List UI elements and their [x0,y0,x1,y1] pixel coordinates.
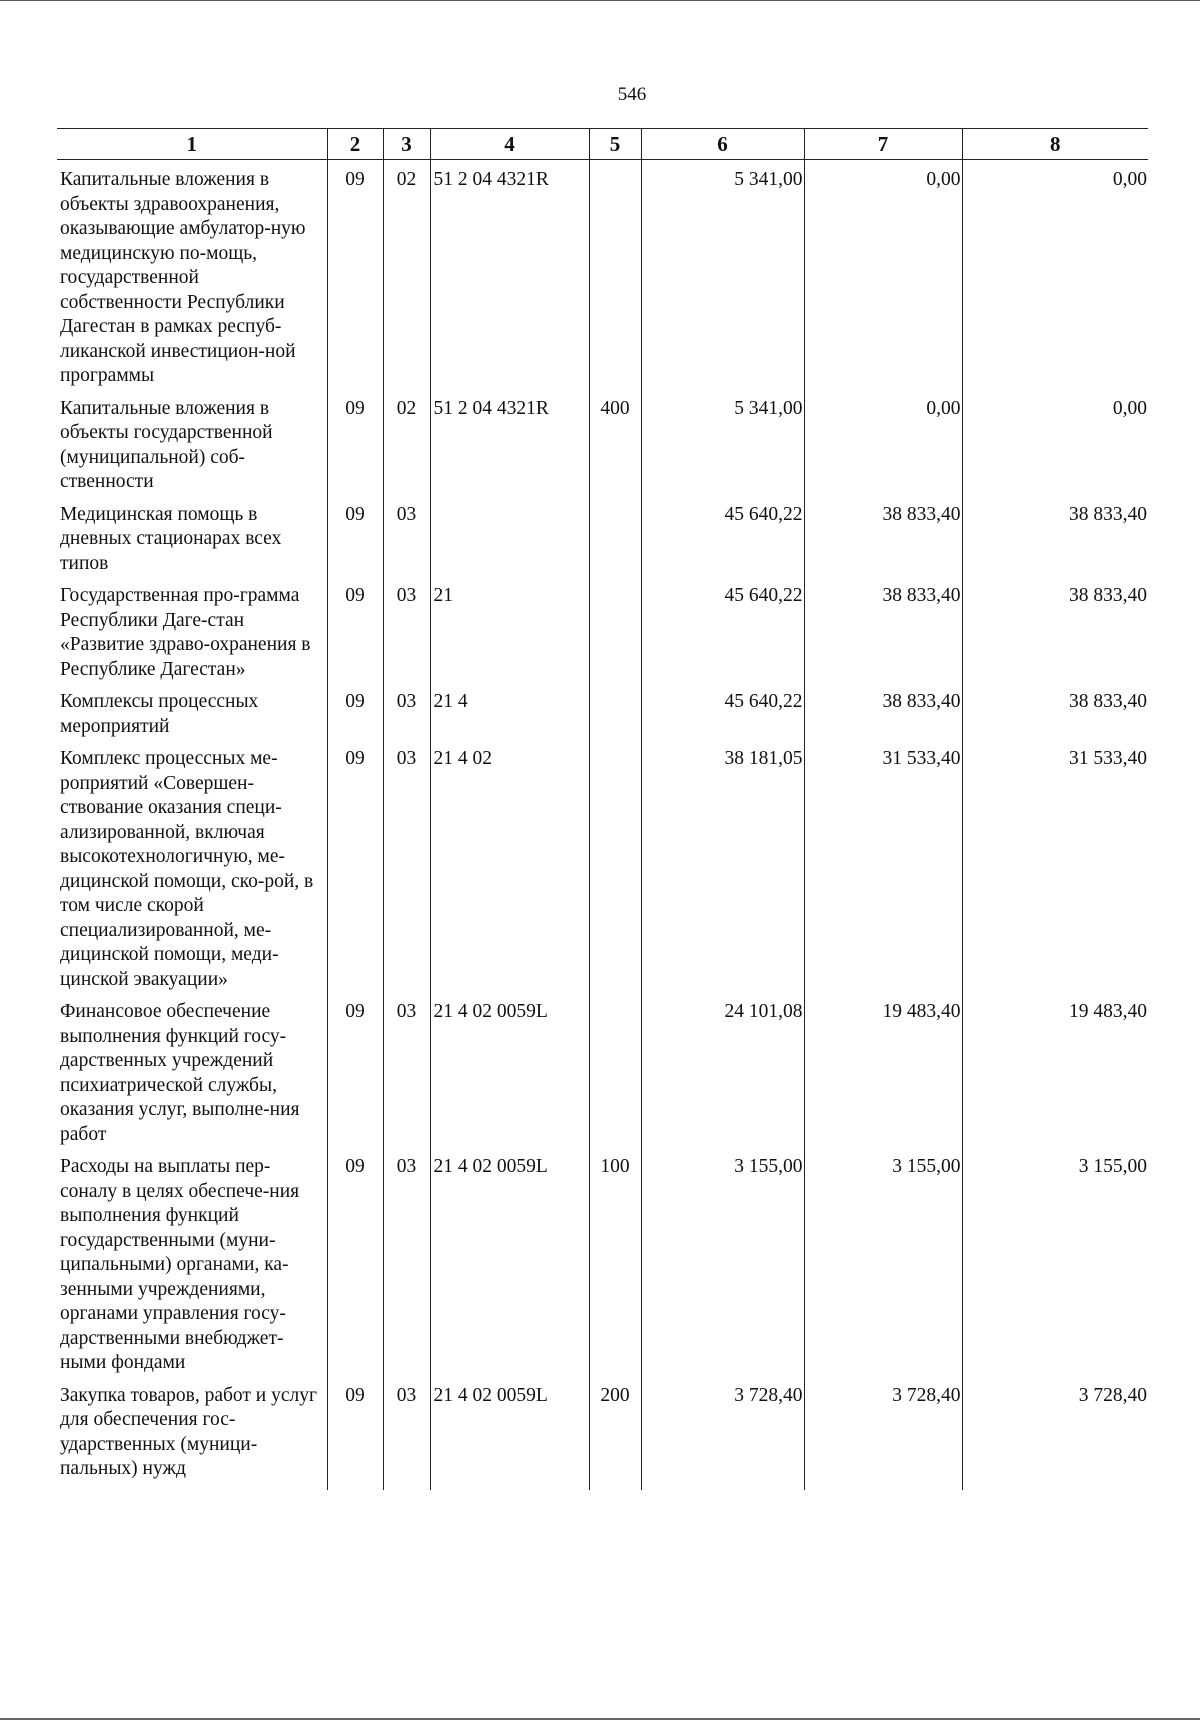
row-subsection: 03 [383,682,430,739]
header-row [57,129,1148,160]
page-number: 546 [617,84,647,105]
row-amount-col7: 31 533,40 [804,739,962,992]
row-subsection: 03 [383,1376,430,1490]
table-row [57,160,1148,389]
row-target-code: 21 4 02 [430,739,589,992]
row-expense-type [589,992,641,1147]
row-section: 09 [327,992,383,1147]
table-row [57,1376,1148,1490]
table-row [57,389,1148,495]
row-section: 09 [327,739,383,992]
row-expense-type [589,160,641,389]
row-target-code: 21 4 [430,682,589,739]
row-expense-type: 400 [589,389,641,495]
row-target-code: 21 [430,576,589,682]
row-section: 09 [327,1376,383,1490]
row-expense-type [589,576,641,682]
row-section: 09 [327,1147,383,1376]
table-row [57,739,1148,992]
row-target-code: 51 2 04 4321R [430,160,589,389]
row-subsection: 03 [383,739,430,992]
row-amount-col6: 45 640,22 [641,682,804,739]
header-col-3: 3 [383,129,430,160]
header-col-7: 7 [804,129,962,160]
row-target-code [430,495,589,577]
row-amount-col6: 5 341,00 [641,389,804,495]
row-name: Государственная про-грамма Республики Даге-стан «Развитие здраво-охранения в Республике Дагестан» [60,585,311,680]
header-col-4: 4 [430,129,589,160]
row-amount-col8: 0,00 [962,389,1148,495]
row-subsection: 03 [383,576,430,682]
row-amount-col8: 38 833,40 [962,495,1148,577]
row-section: 09 [327,389,383,495]
header-col-2: 2 [327,129,383,160]
row-section: 09 [327,495,383,577]
row-name: Расходы на выплаты пер-соналу в целях обеспече-ния выполнения функций государственными (муни-ципальными) органами, ка-зенными учреждениями, органами управления госу-дарственными внебюджет-ными фондами [60,1156,300,1373]
row-subsection: 02 [383,160,430,389]
header-col-8: 8 [962,129,1148,160]
row-name: Закупка товаров, работ и услуг для обеспечения гос-ударственных (муници-пальных) нужд [60,1384,318,1479]
row-amount-col6: 45 640,22 [641,495,804,577]
row-amount-col7: 19 483,40 [804,992,962,1147]
row-amount-col8: 38 833,40 [962,682,1148,739]
row-amount-col7: 38 833,40 [804,576,962,682]
row-amount-col6: 45 640,22 [641,576,804,682]
row-amount-col8: 3 728,40 [962,1376,1148,1490]
budget-table [57,128,1148,1490]
row-target-code: 51 2 04 4321R [430,389,589,495]
row-amount-col6: 38 181,05 [641,739,804,992]
page-bottom-edge [0,1718,1200,1720]
row-amount-col8: 38 833,40 [962,576,1148,682]
row-amount-col6: 24 101,08 [641,992,804,1147]
row-section: 09 [327,682,383,739]
row-subsection: 02 [383,389,430,495]
table-row [57,495,1148,577]
row-amount-col7: 3 155,00 [804,1147,962,1376]
row-amount-col7: 3 728,40 [804,1376,962,1490]
row-subsection: 03 [383,1147,430,1376]
row-name: Финансовое обеспечение выполнения функций госу-дарственных учреждений психиатрической службы, оказания услуг, выполне-ния работ [60,1001,300,1145]
table-row [57,992,1148,1147]
header-col-1: 1 [57,129,327,160]
table-row [57,576,1148,682]
row-name: Медицинская помощь в дневных стационарах всех типов [60,503,282,574]
row-amount-col8: 3 155,00 [962,1147,1148,1376]
row-amount-col6: 3 728,40 [641,1376,804,1490]
row-amount-col7: 38 833,40 [804,682,962,739]
row-expense-type: 200 [589,1376,641,1490]
table-row [57,682,1148,739]
row-name: Комплексы процессных мероприятий [60,691,259,737]
row-target-code: 21 4 02 0059L [430,992,589,1147]
row-amount-col8: 19 483,40 [962,992,1148,1147]
header-col-5: 5 [589,129,641,160]
row-section: 09 [327,160,383,389]
row-amount-col7: 38 833,40 [804,495,962,577]
row-name: Капитальные вложения в объекты здравоохранения, оказывающие амбулатор-ную медицинскую по-мощь, государственной собственности Республики Дагестан в рамках респуб-ликанской инвестицион-ной программы [60,169,306,386]
row-name: Комплекс процессных ме-роприятий «Совершен-ствование оказания специ-ализированной, включая высокотехнологичную, ме-дицинской помощи, ско-рой, в том числе скорой специализированной, ме-дицинской помощи, меди-цинской эвакуации» [60,748,314,990]
row-target-code: 21 4 02 0059L [430,1147,589,1376]
row-expense-type [589,739,641,992]
row-amount-col7: 0,00 [804,160,962,389]
row-name: Капитальные вложения в объекты государственной (муниципальной) соб-ственности [60,397,273,492]
row-subsection: 03 [383,992,430,1147]
row-amount-col8: 0,00 [962,160,1148,389]
header-col-6: 6 [641,129,804,160]
row-amount-col7: 0,00 [804,389,962,495]
row-amount-col8: 31 533,40 [962,739,1148,992]
row-target-code: 21 4 02 0059L [430,1376,589,1490]
table-row [57,1147,1148,1376]
row-expense-type [589,682,641,739]
row-subsection: 03 [383,495,430,577]
page-top-edge [0,0,1200,1]
row-amount-col6: 5 341,00 [641,160,804,389]
row-amount-col6: 3 155,00 [641,1147,804,1376]
row-expense-type [589,495,641,577]
row-expense-type: 100 [589,1147,641,1376]
row-section: 09 [327,576,383,682]
